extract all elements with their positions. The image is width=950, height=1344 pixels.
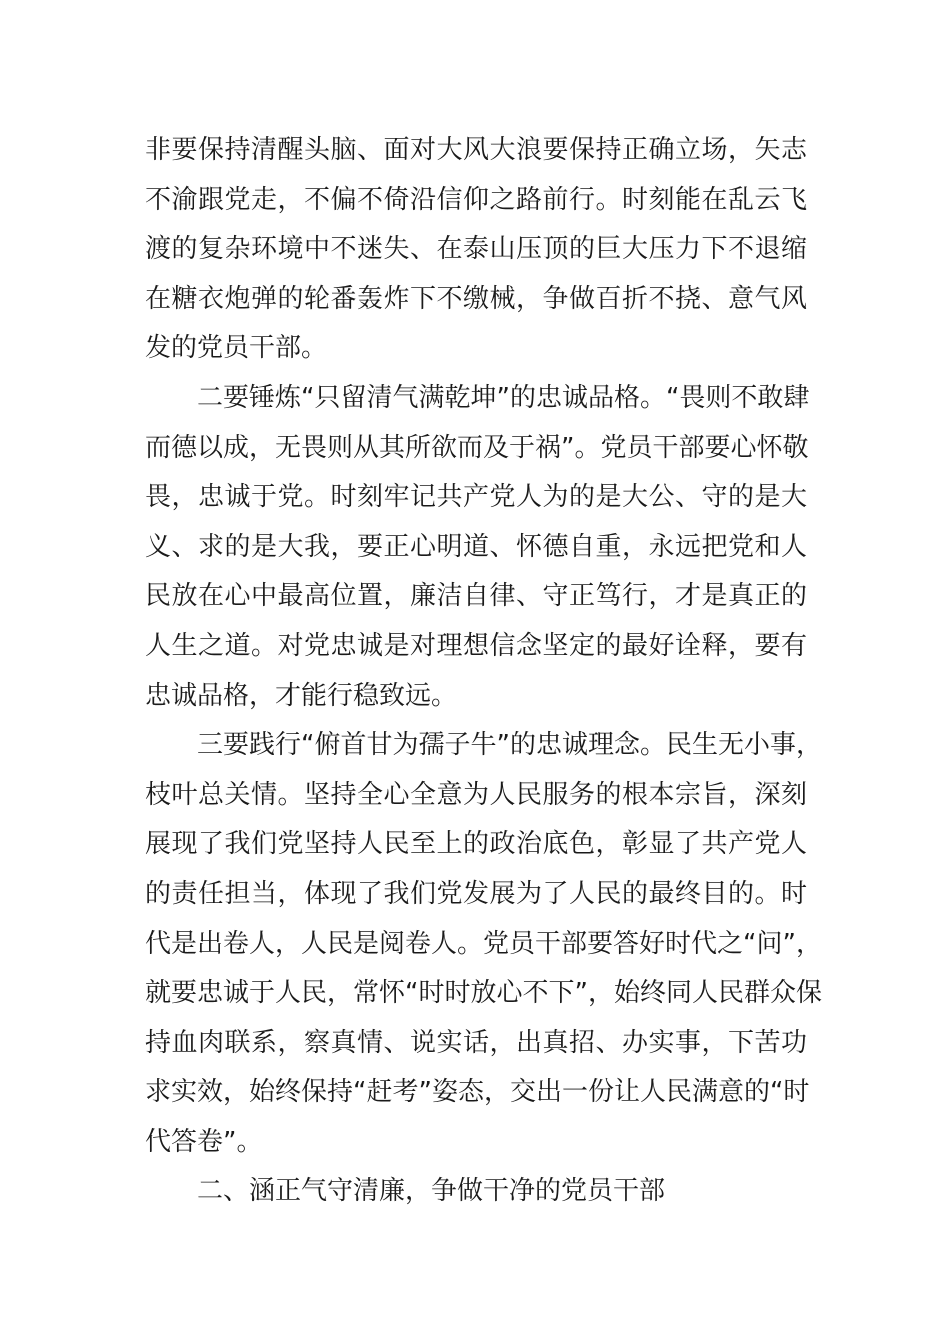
paragraph-start-line: 三要践行“俯首甘为孺子牛”的忠诚理念。民生无小事， bbox=[197, 730, 822, 761]
text-line: 人生之道。对党忠诚是对理想信念坚定的最好诠释，要有 bbox=[145, 630, 807, 661]
document-body bbox=[145, 126, 822, 1217]
text-line: 持血肉联系，察真情、说实话，出真招、办实事，下苦功 bbox=[145, 1027, 807, 1058]
text-line: 非要保持清醒头脑、面对大风大浪要保持正确立场，矢志 bbox=[145, 135, 807, 165]
section-heading: 二、涵正气守清廉，争做干净的党员干部 bbox=[197, 1176, 666, 1207]
text-line: 在糖衣炮弹的轮番轰炸下不缴械，争做百折不挠、意气风 bbox=[145, 283, 807, 314]
text-line: 民放在心中最高位置，廉洁自律、守正笃行，才是真正的 bbox=[145, 581, 807, 612]
text-line: 展现了我们党坚持人民至上的政治底色，彰显了共产党人 bbox=[145, 829, 807, 860]
text-line: 发的党员干部。 bbox=[145, 333, 328, 364]
paragraph-start-line: 二要锤炼“只留清气满乾坤”的忠诚品格。“畏则不敢肆 bbox=[197, 382, 810, 413]
text-line: 畏，忠诚于党。时刻牢记共产党人为的是大公、守的是大 bbox=[145, 482, 807, 513]
text-line: 代是出卷人，人民是阅卷人。党员干部要答好时代之“问”， bbox=[145, 928, 822, 959]
text-line: 的责任担当，体现了我们党发展为了人民的最终目的。时 bbox=[145, 878, 807, 909]
text-line: 枝叶总关情。坚持全心全意为人民服务的根本宗旨，深刻 bbox=[145, 779, 807, 810]
text-line: 求实效，始终保持“赶考”姿态，交出一份让人民满意的“时 bbox=[145, 1077, 810, 1108]
text-line: 义、求的是大我，要正心明道、怀德自重，永远把党和人 bbox=[145, 531, 807, 562]
text-line: 渡的复杂环境中不迷失、在泰山压顶的巨大压力下不退缩 bbox=[145, 234, 807, 265]
text-line: 就要忠诚于人民，常怀“时时放心不下”，始终同人民群众保 bbox=[145, 978, 822, 1009]
text-line: 忠诚品格，才能行稳致远。 bbox=[145, 680, 458, 711]
text-line: 不渝跟党走，不偏不倚沿信仰之路前行。时刻能在乱云飞 bbox=[145, 184, 807, 215]
text-line: 而德以成，无畏则从其所欲而及于祸”。党员干部要心怀敬 bbox=[145, 432, 809, 463]
text-line: 代答卷”。 bbox=[145, 1126, 263, 1157]
